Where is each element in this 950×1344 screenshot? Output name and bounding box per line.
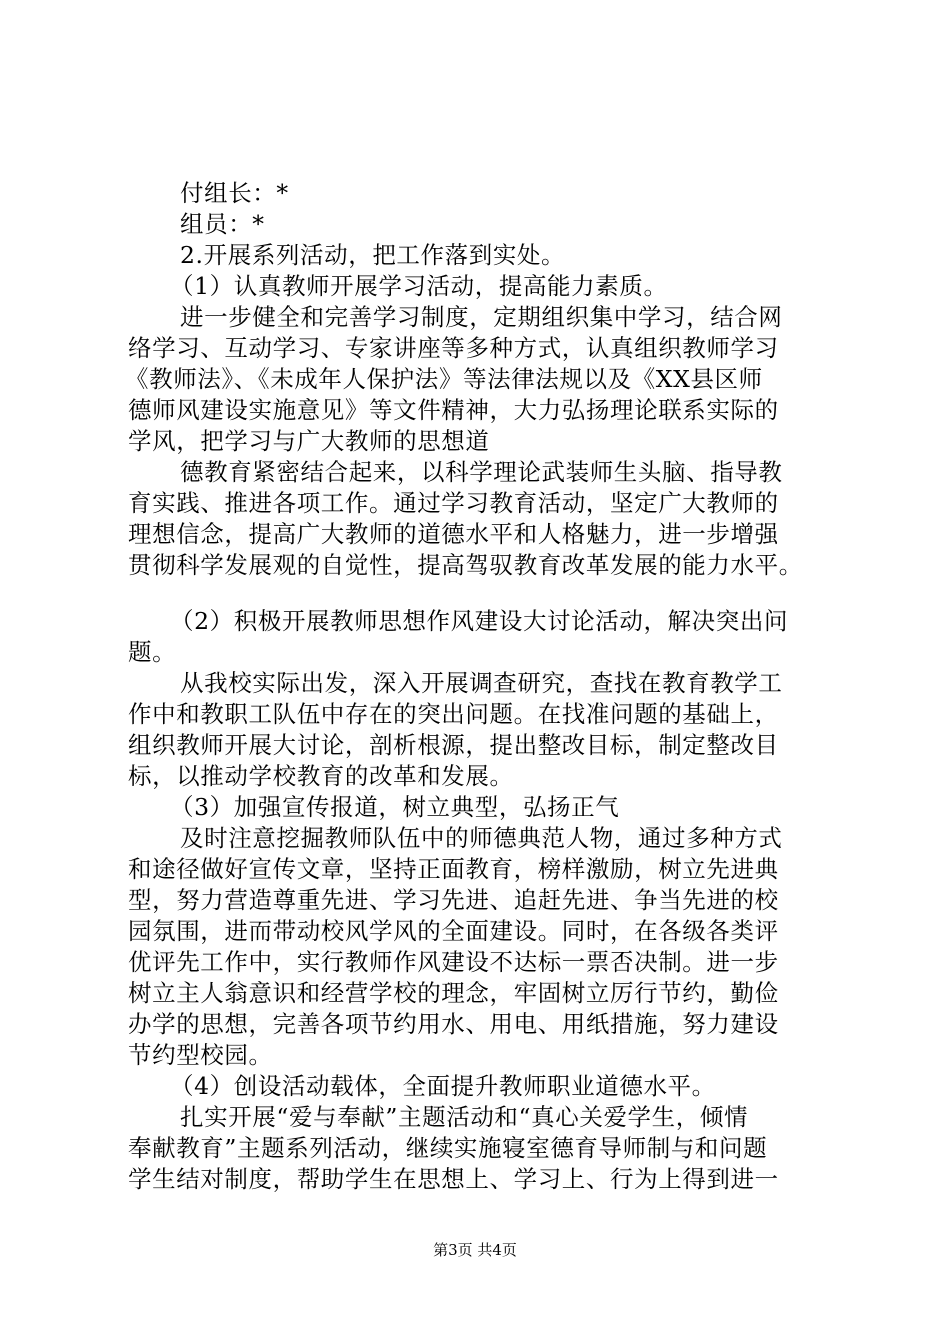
- text-line: 学风，把学习与广大教师的思想道: [128, 427, 490, 455]
- text-line: 进一步健全和完善学习制度，定期组织集中学习，结合网: [180, 303, 783, 331]
- text-line: 2.开展系列活动，把工作落到实处。: [180, 241, 566, 269]
- text-line: 优评先工作中，实行教师作风建设不达标一票否决制。进一步: [128, 948, 779, 976]
- text-line: 《教师法》、《未成年人保护法》等法律法规以及《XX县区师: [125, 365, 763, 393]
- text-line: （3）加强宣传报道，树立典型，弘扬正气: [170, 793, 620, 821]
- text-line: 付组长：*: [180, 179, 289, 207]
- text-line: 育实践、推进各项工作。通过学习教育活动，坚定广大教师的: [128, 489, 779, 517]
- text-line: 节约型校园。: [128, 1041, 273, 1069]
- text-line: 办学的思想，完善各项节约用水、用电、用纸措施，努力建设: [128, 1010, 779, 1038]
- text-line: （2）积极开展教师思想作风建设大讨论活动，解决突出问: [170, 607, 789, 635]
- text-line: 树立主人翁意识和经营学校的理念，牢固树立厉行节约，勤俭: [128, 979, 779, 1007]
- text-line: 从我校实际出发，深入开展调查研究，查找在教育教学工: [180, 669, 783, 697]
- text-line: 作中和教职工队伍中存在的突出问题。在找准问题的基础上，: [128, 700, 779, 728]
- text-line: 及时注意挖掘教师队伍中的师德典范人物，通过多种方式: [180, 824, 783, 852]
- text-line: 组员：*: [180, 210, 265, 238]
- text-line: 奉献教育”主题系列活动，继续实施寝室德育导师制与和问题: [128, 1134, 768, 1162]
- text-line: （1）认真教师开展学习活动，提高能力素质。: [170, 272, 668, 300]
- text-line: 和途径做好宣传文章，坚持正面教育，榜样激励，树立先进典: [128, 855, 779, 883]
- text-line: 德师风建设实施意见》等文件精神，大力弘扬理论联系实际的: [128, 396, 779, 424]
- text-line: 扎实开展“爱与奉献”主题活动和“真心关爱学生，倾情: [180, 1103, 749, 1131]
- text-line: 组织教师开展大讨论，剖析根源，提出整改目标，制定整改目: [128, 731, 779, 759]
- text-line: 学生结对制度，帮助学生在思想上、学习上、行为上得到进一: [128, 1165, 779, 1193]
- text-line: 德教育紧密结合起来，以科学理论武装师生头脑、指导教: [180, 458, 783, 486]
- text-line: 贯彻科学发展观的自觉性，提高驾驭教育改革发展的能力水平。: [128, 551, 803, 579]
- text-line: 题。: [128, 638, 177, 666]
- text-line: （4）创设活动载体，全面提升教师职业道德水平。: [170, 1072, 716, 1100]
- text-line: 型，努力营造尊重先进、学习先进、追赶先进、争当先进的校: [128, 886, 779, 914]
- text-line: 标，以推动学校教育的改革和发展。: [128, 762, 514, 790]
- text-line: 园氛围，进而带动校风学风的全面建设。同时，在各级各类评: [128, 917, 779, 945]
- page-number-footer: 第3页 共4页: [433, 1241, 517, 1259]
- text-line: 理想信念，提高广大教师的道德水平和人格魅力，进一步增强: [128, 520, 779, 548]
- text-line: 络学习、互动学习、专家讲座等多种方式，认真组织教师学习: [128, 334, 779, 362]
